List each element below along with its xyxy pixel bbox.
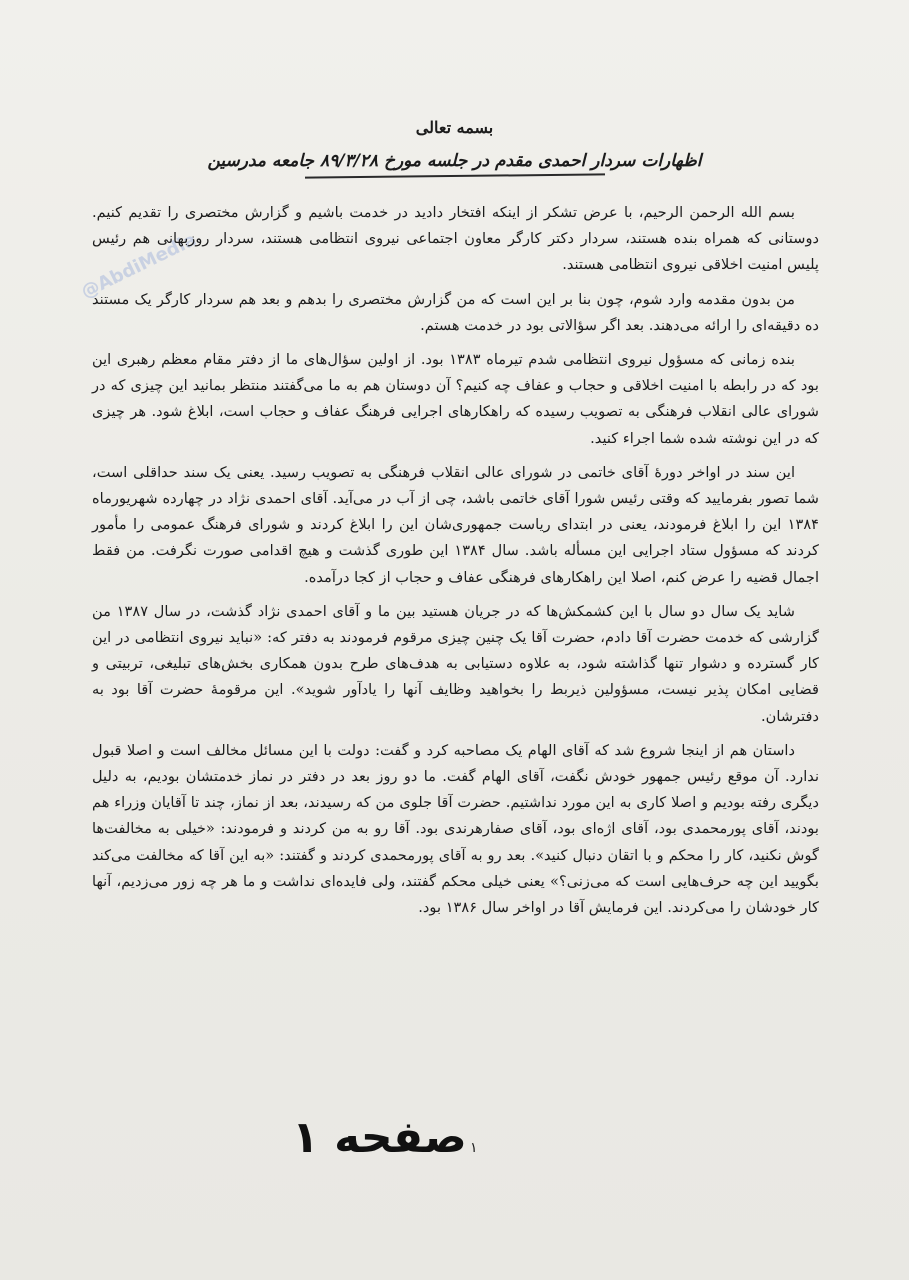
page-number: ۱ (470, 1140, 478, 1156)
bismillah-heading: بسمه تعالی (415, 118, 494, 137)
paragraph: بنده زمانی که مسؤول نیروی انتظامی شدم تیرماه ۱۳۸۳ بود. از اولین سؤال‌های ما از دفتر مقام معظم رهبری این بود که در رابطه با امنیت اخلاقی و حجاب و عفاف چه کنیم؟ آن دوستان هم به ما می‌گفتند منتظر بمانید این چیزی که در شورای عالی انقلاب فرهنگی به تصویب رسیده که راهکارهای اجرایی فرهنگ عفاف و حجاب است، ابلاغ شود. هر چیزی که در این نوشته شده شما اجراء کنید. (92, 351, 819, 447)
document-body (92, 200, 819, 929)
paragraph: داستان هم از اینجا شروع شد که آقای الهام یک مصاحبه کرد و گفت: دولت با این مسائل مخالف است و اصلا قبول ندارد. آن موقع رئیس جمهور خودش نگفت، آقای الهام گفت. ما دو روز بعد در دفتر در نماز خدمتشان بودیم، به دلیل دیگری رفته بودیم و اصلا کاری به این مورد نداشتیم. حضرت آقا جلوی من که رسیدند، بعد از نماز، چند تا آقایان وزراء هم بودند، آقای پورمحمدی بود، آقای اژه‌ای بود، آقای صفارهرندی بود. آقا رو به من کردند و فرمودند: «خیلی به مخالفت‌ها گوش نکنید، کار را محکم و با اتقان دنبال کنید». بعد رو به آقای پورمحمدی کردند و گفتند: «به این آقا که مخالفت می‌کند بگویید این چه حرف‌هایی است که می‌زنی؟» یعنی خیلی محکم گفتند، ولی فایده‌ای نداشت و ما هر چه زور می‌زدیم، آنها کار خودشان را می‌کردند. این فرمایش آقا در اواخر سال ۱۳۸۶ بود. (92, 741, 819, 917)
watermark: @AbdiMedia (78, 229, 200, 303)
document-title: اظهارات سردار احمدی مقدم در جلسه مورخ ۸۹/۳/۲۸ جامعه مدرسین (207, 151, 702, 171)
handwritten-page-label: صفحه ۱ (292, 1112, 467, 1163)
paragraph: این سند در اواخر دورهٔ آقای خاتمی در شورای عالی انقلاب فرهنگی به تصویب رسید. یعنی یک سند حداقلی است، شما تصور بفرمایید که وقتی رئیس شورا آقای خاتمی باشد، چی از آب در می‌آید. آقای احمدی نژاد در چهارده شهریورماه ۱۳۸۴ این را ابلاغ فرمودند، یعنی در ابتدای ریاست جمهوری‌شان این را ابلاغ کردند و شورای فرهنگ عمومی را مأمور کردند که مسؤول ستاد اجرایی این مسأله باشد. سال ۱۳۸۴ این طوری گذشت و هیچ اقدامی صورت نگرفت. من فقط اجمال قضیه را عرض کنم، اصلا این راهکارهای فرهنگی عفاف و حجاب از کجا درآمده. (92, 463, 819, 586)
paragraph: بسم الله الرحمن الرحیم، با عرض تشکر از اینکه افتخار دادید در خدمت باشیم و گزارش مختصری را تقدیم کنیم. دوستانی که همراه بنده هستند، سردار دکتر کارگر معاون اجتماعی نیروی انتظامی هستند، سردار روزبهانی هم رئیس پلیس امنیت اخلاقی نیروی انتظامی هستند. (92, 204, 819, 274)
paragraph: من بدون مقدمه وارد شوم، چون بنا بر این است که من گزارش مختصری را بدهم و بعد هم سردار کارگر یک مستند ده دقیقه‌ای را ارائه می‌دهند. بعد اگر سؤالاتی بود در خدمت هستم. (92, 290, 819, 334)
document-header (0, 118, 909, 177)
title-underline (304, 173, 604, 178)
paragraph: شاید یک سال دو سال با این کشمکش‌ها که در جریان هستید بین ما و آقای احمدی نژاد گذشت، در سال ۱۳۸۷ من گزارشی که خدمت حضرت آقا دادم، حضرت آقا یک چنین چیزی مرقوم فرمودند به دفتر که: «نباید نیروی انتظامی در این کار گسترده و دشوار تنها گذاشته شود، به علاوه دستیابی به هدف‌های طرح بدون همکاری بخش‌های تبلیغی، تربیتی و قضایی امکان پذیر نیست، مسؤولین ذیربط را بخواهید وظایف آنها را یادآور شوید». این مرقومهٔ حضرت آقا بود به دفترشان. (92, 602, 819, 725)
